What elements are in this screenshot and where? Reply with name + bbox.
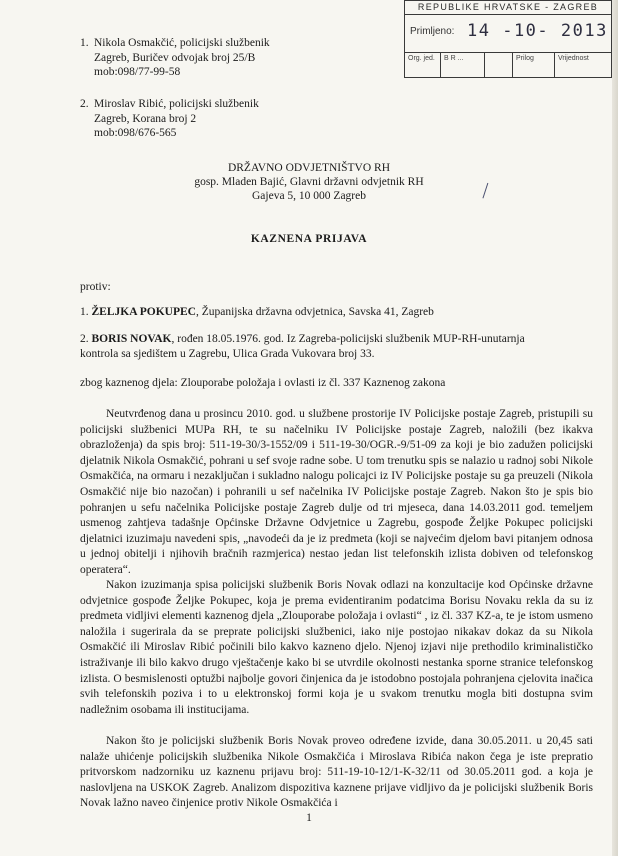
paragraph-2: Nakon izuzimanja spisa policijski službenik Boris Novak odlazi na konzultacije kod Općinske državne odvjetnice gospođe Željke Pokupec, koja je prema evidentiranim podatcima Borisu Novaku rekla da su iz predmeta vidljivi elementi kaznenog djela „Zlouporabe položaja i ovlasti“ , iz čl. 337 KZ-a, te je istom usmeno naložila i sugerirala da se preprate policijski službenici, iako nije postojao nikakav dokaz da su Nikola Osmakčić ili Miroslav Ribić počinili bilo kakvo kazneno djelo. Njenoj izjavi nije prethodilo kriminalističko istraživanje ili bilo kakvo drugo vještačenje kako bi se utvrdile okolnosti nestanka sporne stranice telefonskog izlista. O besmislenosti optužbi najbolje govori činjenica da je istodobno postojala pohranjena cjelovita inačica svih telefonskih poziva i to u elektronskoj formi koja je u svakom trenutku mogla biti dostupna svim nadležnim osobama ili institucijama. xyxy=(80,579,593,716)
accused-details: , Županijska državna odvjetnica, Savska 41, Zagreb xyxy=(195,306,434,318)
sender-address: Zagreb, Korana broj 2 xyxy=(94,112,197,125)
accused-name: BORIS NOVAK xyxy=(91,333,172,345)
accused-2-details-cont: kontrola sa sjedištem u Zagrebu, Ulica Grada Vukovara broj 33. xyxy=(80,348,375,360)
sender-number: 2. xyxy=(80,98,89,110)
sender-phone: mob:098/77-99-58 xyxy=(94,66,181,78)
accused-1 xyxy=(80,306,434,318)
stamp-cell-org: Org. jed. xyxy=(405,53,441,77)
received-stamp xyxy=(404,0,612,78)
page-edge-shadow xyxy=(612,0,618,856)
sender-name: Miroslav Ribić, policijski službenik xyxy=(94,98,259,110)
stamp-cell-blank xyxy=(485,53,513,77)
stamp-received-label: Primljeno: xyxy=(410,26,455,37)
recipient-org: DRŽAVNO ODVJETNIŠTVO RH xyxy=(227,162,391,174)
stamp-cell-attachment: Prilog xyxy=(513,53,555,77)
stamp-received-date: 14 -10- 2013 xyxy=(467,21,608,41)
stamp-header: REPUBLIKE HRVATSKE - ZAGREB xyxy=(405,1,611,15)
accused-number: 1. xyxy=(80,306,89,318)
paragraph-1: Neutvrđenog dana u prosincu 2010. god. u službene prostorije IV Policijske postaje Zagreb, pristupili su policijski službenici MUPa RH, te su načelniku IV Policijske postaje Zagreb, naložili (bez ikakva obrazloženja) da spis broj: 511-19-30/3-1552/09 i 511-19-30/OGR.-9/51-09 za koji je bio zadužen policijski djelatnik Nikola Osmakčić, pohrani u sef svoje radne sobe. U tom trenutku spis se nalazio u radnoj sobi Nikole Osmakčića, na ormaru i nezaključan i sukladno nalogu policajci iz IV Policijske postaje su ga preuzeli (Nikola Osmakčić nije bio nazočan) i pohranili u sef načelnika IV Policijske postaje Zagreb. Nakon što je spis bio pohranjen u sefu načelnika Policijske postaje Zagreb dulje od tri mjeseca, dana 14.03.2011 god. temeljem usmenog zahtjeva tadašnje Općinske Državne Odvjetnice u Zagrebu, gospođe Željke Pokupec policijski djelatnici izuzimaju navedeni spis, „navodeći da je iz predmeta (koji se najvećim djelom bavi pitanjem odnosa u jednoj obitelji i njihovih bračnih razmjerica) nestao jedan list telefonskih izlista dobiven od telefonskog operatera“. xyxy=(80,408,593,576)
recipient-person: gosp. Mladen Bajić, Glavni državni odvjetnik RH xyxy=(194,176,424,188)
against-label: protiv: xyxy=(80,281,111,293)
stamp-cell-value: Vrijednost xyxy=(558,55,589,62)
sender-address: Zagreb, Buričev odvojak broj 25/B xyxy=(94,51,256,64)
offense-line: zbog kaznenog djela: Zlouporabe položaja i ovlasti iz čl. 337 Kaznenog zakona xyxy=(80,377,446,389)
accused-details: , rođen 18.05.1976. god. Iz Zagreba-policijski službenik MUP-RH-unutarnja xyxy=(171,333,525,345)
sender-phone: mob:098/676-565 xyxy=(94,127,177,139)
accused-number: 2. xyxy=(80,333,89,345)
paragraph-3: Nakon što je policijski službenik Boris Novak proveo određene izvide, dana 30.05.2011. u 20,45 sati nalaže uhićenje policijskih službenika Nikole Osmakčića i Miroslava Ribića nakon čega je iste prepratio pritvorskom nadzorniku uz kaznenu prijavu broj: 511-19-10-12/1-K-32/11 od 30.05.2011 god. a koja je naslovljena na USKOK Zagreb. Analizom dispozitiva kaznene prijave vidljivo da je policijski službenik Boris Novak lažno naveo činjenice protiv Nikole Osmakčića i xyxy=(80,735,593,810)
stamp-cell-number: B R ... xyxy=(441,53,485,77)
sender-name: Nikola Osmakčić, policijski službenik xyxy=(94,37,270,49)
accused-2 xyxy=(80,333,525,345)
page-number: 1 xyxy=(306,812,312,824)
accused-name: ŽELJKA POKUPEC xyxy=(91,306,196,318)
document-title: KAZNENA PRIJAVA xyxy=(250,233,368,245)
recipient-address: Gajeva 5, 10 000 Zagreb xyxy=(251,190,366,202)
sender-number: 1. xyxy=(80,37,89,49)
